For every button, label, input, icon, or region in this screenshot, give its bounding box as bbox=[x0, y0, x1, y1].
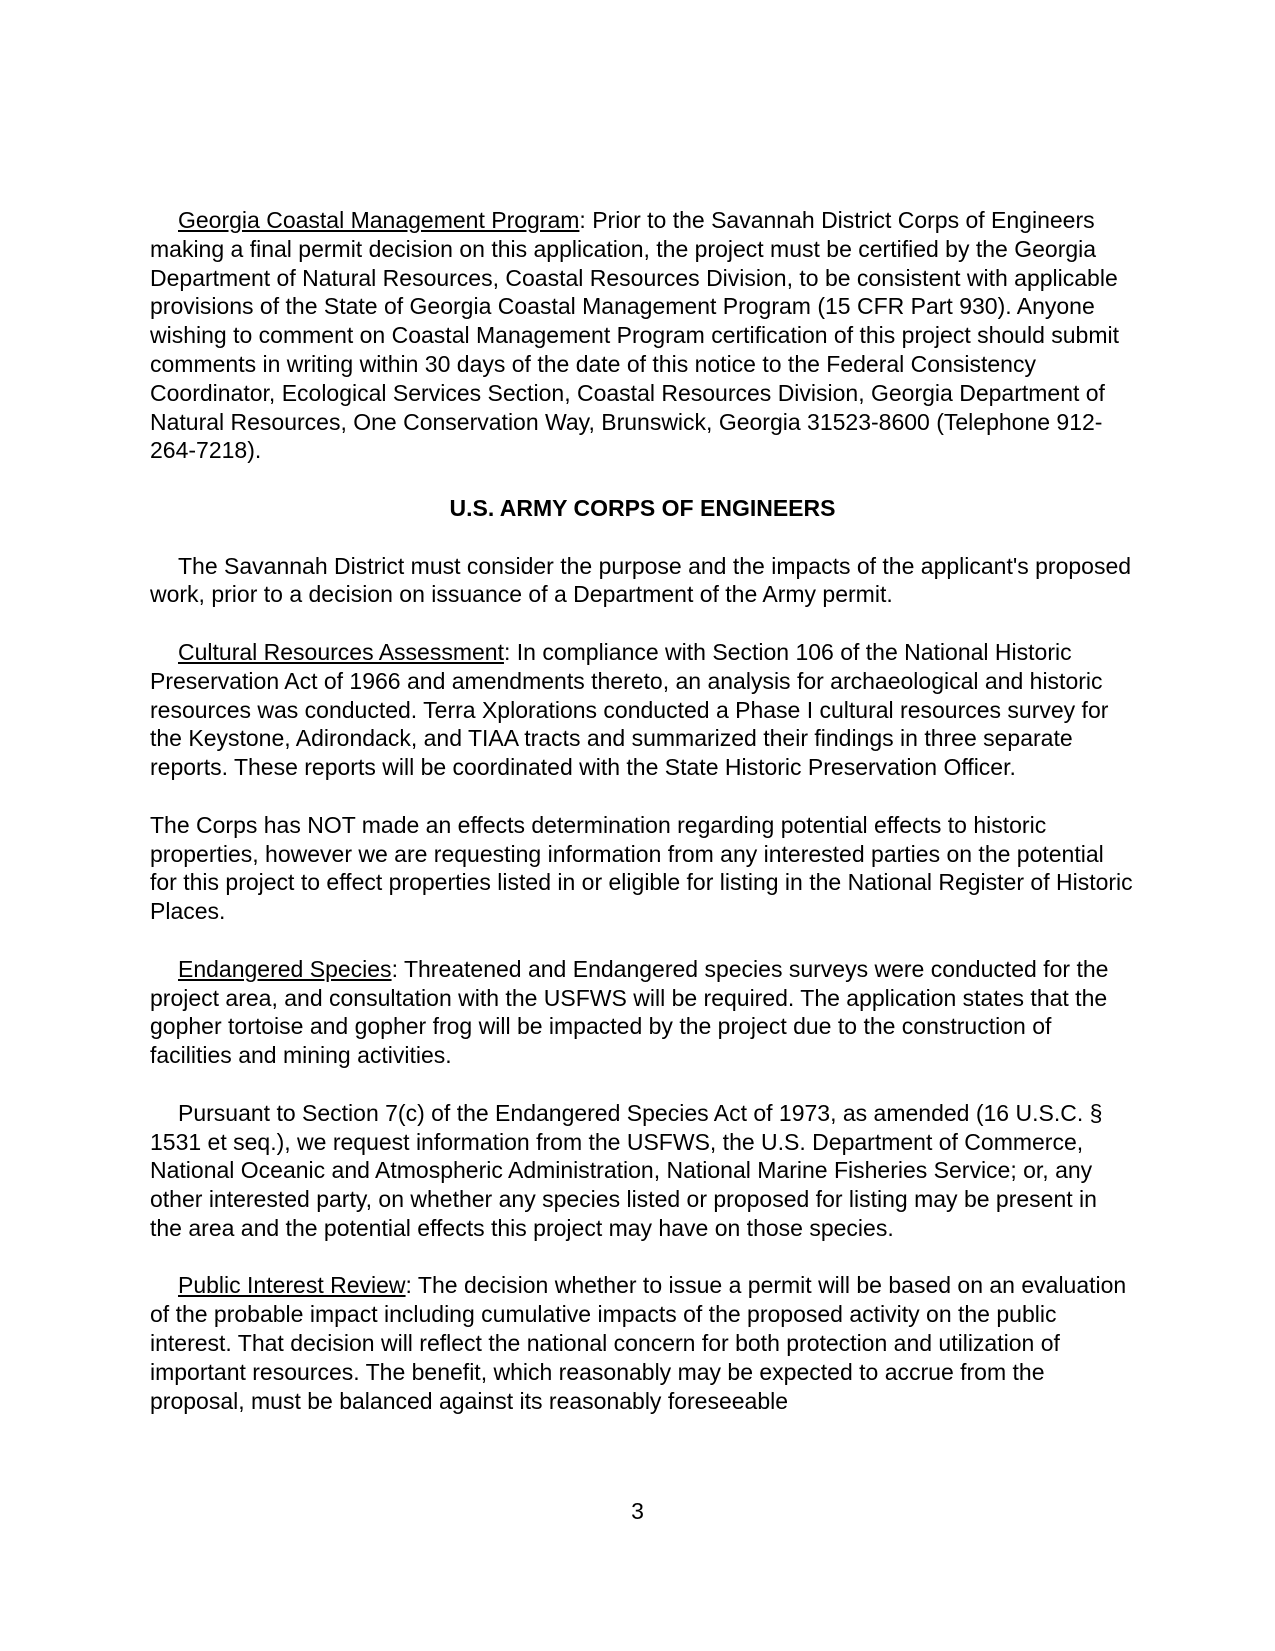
section-title-cultural-resources: Cultural Resources Assessment bbox=[178, 638, 504, 665]
title-separator: : bbox=[579, 207, 593, 233]
paragraph-georgia-coastal-management bbox=[150, 206, 1135, 465]
paragraph-cultural-resources bbox=[150, 638, 1135, 782]
title-separator: : bbox=[391, 955, 404, 982]
paragraph-effects-determination: The Corps has NOT made an effects determination regarding potential effects to historic properties, however we are requesting information from any interested parties on the potential for this project to effect properties listed in or eligible for listing in the National Register of Historic Places. bbox=[150, 811, 1133, 925]
paragraph-text: In compliance with Section 106 of the National Historic Preservation Act of 1966 and amendments thereto, an analysis for archaeological and historic resources was conducted. Terra Xplorations conducted a Phase I cultural resources survey for the Keystone, Adirondack, and TIAA tracts and summarized their findings in three separate reports. These reports will be coordinated with the State Historic Preservation Officer. bbox=[150, 638, 1109, 781]
paragraph-text: Prior to the Savannah District Corps of Engineers making a final permit decision on this application, the project must be certified by the Georgia Department of Natural Resources, Coastal Resources Division, to be consistent with applicable provisions of the State of Georgia Coastal Management Program (15 CFR Part 930). Anyone wishing to comment on Coastal Management Program certification of this project should submit comments in writing within 30 days of the date of this notice to the Federal Consistency Coordinator, Ecological Services Section, Coastal Resources Division, Georgia Department of Natural Resources, One Conservation Way, Brunswick, Georgia 31523-8600 (Telephone 912-264-7218). bbox=[150, 207, 1120, 464]
paragraph-text: The decision whether to issue a permit will be based on an evaluation of the probable impact including cumulative impacts of the proposed activity on the public interest. That decision will reflect the national concern for both protection and utilization of important resources. The benefit, which reasonably may be expected to accrue from the proposal, must be balanced against its reasonably foreseeable bbox=[150, 1272, 1127, 1414]
section-title-georgia-coastal-management: Georgia Coastal Management Program bbox=[178, 207, 580, 233]
title-separator: : bbox=[405, 1272, 418, 1299]
page-number: 3 bbox=[631, 1498, 644, 1524]
paragraph-text: Threatened and Endangered species surveys were conducted for the project area, and consultation with the USFWS will be required. The application states that the gopher tortoise and gopher frog will be impacted by the project due to the construction of facilities and mining activities. bbox=[150, 955, 1109, 1069]
paragraph-intro: The Savannah District must consider the purpose and the impacts of the applicant's proposed work, prior to a decision on issuance of a Department of the Army permit. bbox=[150, 552, 1132, 608]
section-heading: U.S. ARMY CORPS OF ENGINEERS bbox=[449, 494, 836, 521]
paragraph-public-interest-review bbox=[150, 1271, 1135, 1415]
paragraph-endangered-species bbox=[150, 955, 1135, 1070]
section-title-endangered-species: Endangered Species bbox=[178, 955, 392, 982]
document-body bbox=[150, 206, 1135, 1415]
title-separator: : bbox=[503, 638, 517, 665]
paragraph-section-7c: Pursuant to Section 7(c) of the Endangered Species Act of 1973, as amended (16 U.S.C. § 1531 et seq.), we request information from the USFWS, the U.S. Department of Commerce, National Oceanic and Atmospheric Administration, National Marine Fisheries Service; or, any other interested party, on whether any species listed or proposed for listing may be present in the area and the potential effects this project may have on those species. bbox=[150, 1099, 1103, 1241]
section-title-public-interest-review: Public Interest Review bbox=[178, 1272, 406, 1299]
